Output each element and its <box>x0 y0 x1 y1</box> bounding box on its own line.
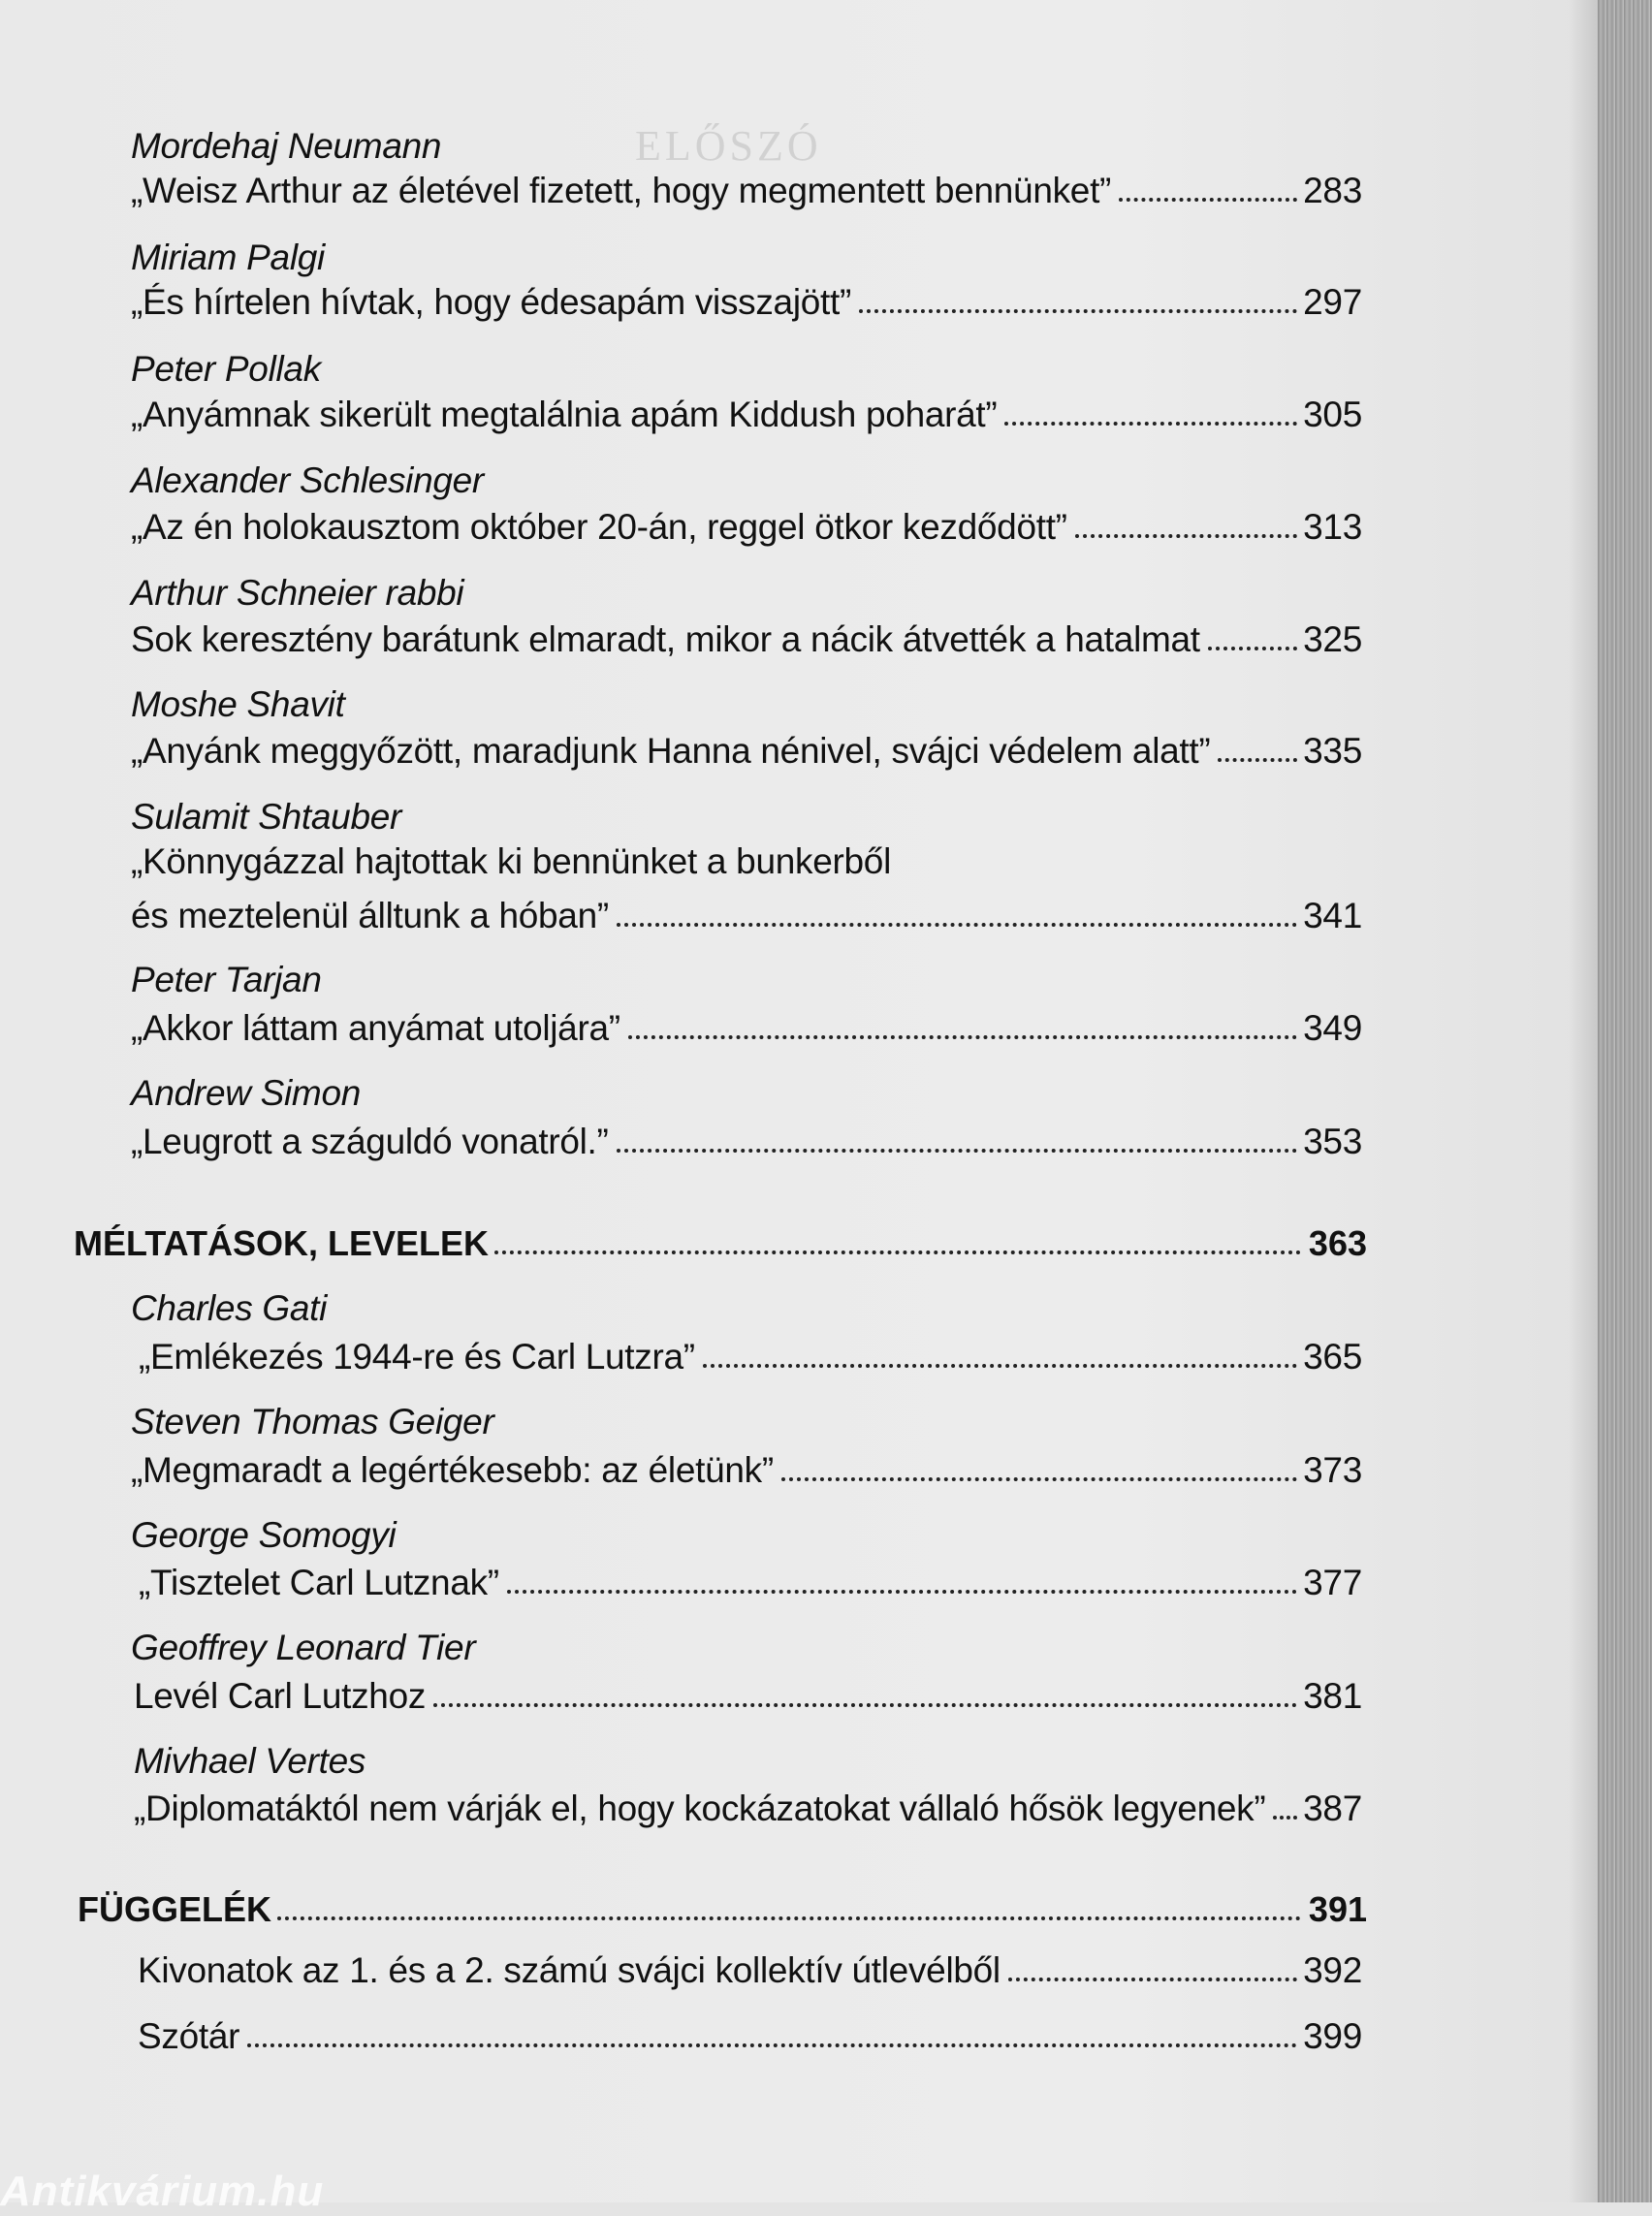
leader-dots <box>1273 1816 1297 1820</box>
toc-entry[interactable] <box>139 1333 1362 1377</box>
toc-entry-title: „Diplomatáktól nem várják el, hogy kockázatokat vállaló hősök legyenek” <box>134 1789 1266 1828</box>
toc-entry-title: „Weisz Arthur az életével fizetett, hogy megmentett bennünket” <box>131 171 1112 210</box>
leader-dots <box>617 1149 1298 1153</box>
leader-dots <box>859 309 1297 313</box>
toc-entry[interactable] <box>139 1559 1362 1603</box>
toc-page-number: 313 <box>1303 507 1362 547</box>
toc-entry-title-line1[interactable]: „Könnygázzal hajtottak ki bennünket a bunkerből <box>131 841 891 881</box>
leader-dots <box>781 1477 1297 1481</box>
toc-entry-title: „Anyámnak sikerült megtalálnia apám Kiddush poharát” <box>131 395 998 434</box>
toc-page-number: 349 <box>1303 1008 1362 1048</box>
leader-dots <box>1008 1978 1297 1981</box>
toc-entry-title: „Emlékezés 1944-re és Carl Lutzra” <box>139 1337 695 1377</box>
toc-entry[interactable] <box>131 503 1362 548</box>
toc-entry[interactable] <box>131 167 1362 211</box>
toc-entry-title: és meztelenül álltunk a hóban” <box>131 896 609 935</box>
leader-dots <box>1075 534 1297 538</box>
toc-page-number: 392 <box>1303 1950 1362 1990</box>
toc-section-meltatasok[interactable] <box>74 1219 1367 1264</box>
leader-dots <box>507 1590 1297 1594</box>
toc-page-number: 365 <box>1303 1337 1362 1377</box>
toc-author: Arthur Schneier rabbi <box>131 573 464 613</box>
toc-page-number: 305 <box>1303 395 1362 434</box>
toc-section-label: MÉLTATÁSOK, LEVELEK <box>74 1223 489 1263</box>
toc-entry-title: „Leugrott a száguldó vonatról.” <box>131 1122 609 1161</box>
toc-entry-title: „Akkor láttam anyámat utoljára” <box>131 1008 620 1048</box>
toc-author: Peter Tarjan <box>131 960 322 999</box>
toc-entry[interactable] <box>131 727 1362 772</box>
leader-dots <box>277 1916 1301 1920</box>
toc-entry-title: „Tisztelet Carl Lutznak” <box>139 1563 499 1602</box>
toc-author: Steven Thomas Geiger <box>131 1402 494 1441</box>
toc-entry[interactable] <box>131 1004 1362 1049</box>
toc-section-page: 363 <box>1308 1223 1367 1263</box>
toc-author: Geoffrey Leonard Tier <box>131 1628 476 1667</box>
toc-entry[interactable] <box>138 2012 1362 2057</box>
toc-section-page: 391 <box>1308 1889 1367 1929</box>
toc-author: Mivhael Vertes <box>134 1741 366 1781</box>
toc-author: George Somogyi <box>131 1515 397 1555</box>
show-through-heading: ELŐSZÓ <box>635 122 822 170</box>
leader-dots <box>433 1703 1297 1707</box>
toc-section-fuggelek[interactable] <box>78 1885 1367 1930</box>
toc-entry-title: „Megmaradt a legértékesebb: az életünk” <box>131 1450 774 1490</box>
toc-author: Alexander Schlesinger <box>131 460 484 500</box>
leader-dots <box>1119 198 1297 202</box>
toc-author: Peter Pollak <box>131 349 321 389</box>
leader-dots <box>247 2043 1297 2047</box>
site-watermark: Antikvárium.hu <box>0 2168 325 2215</box>
toc-page-number: 341 <box>1303 896 1362 935</box>
leader-dots <box>703 1364 1297 1368</box>
toc-entry[interactable] <box>131 1446 1362 1491</box>
toc-author: Moshe Shavit <box>131 684 345 724</box>
toc-entry-title: Sok keresztény barátunk elmaradt, mikor a nácik átvették a hatalmat <box>131 619 1200 659</box>
toc-page-number: 353 <box>1303 1122 1362 1161</box>
toc-entry[interactable] <box>134 1785 1362 1829</box>
toc-section-label: FÜGGELÉK <box>78 1889 272 1929</box>
leader-dots <box>494 1250 1301 1254</box>
toc-author: Miriam Palgi <box>131 237 325 277</box>
toc-entry-title: Szótár <box>138 2016 240 2056</box>
toc-page-number: 335 <box>1303 731 1362 771</box>
toc-entry[interactable] <box>134 1672 1362 1717</box>
toc-entry[interactable] <box>131 892 1362 936</box>
toc-page-number: 387 <box>1303 1789 1362 1828</box>
toc-entry-title: Kivonatok az 1. és a 2. számú svájci kollektív útlevélből <box>138 1950 1001 1990</box>
toc-entry[interactable] <box>131 616 1362 660</box>
leader-dots <box>628 1035 1297 1039</box>
toc-author: Charles Gati <box>131 1288 328 1328</box>
toc-author: Andrew Simon <box>131 1073 362 1113</box>
toc-page-number: 325 <box>1303 619 1362 659</box>
toc-page-number: 377 <box>1303 1563 1362 1602</box>
toc-entry[interactable] <box>131 278 1362 323</box>
toc-entry-title: Levél Carl Lutzhoz <box>134 1676 427 1716</box>
toc-entry-title: „Az én holokausztom október 20-án, reggel ötkor kezdődött” <box>131 507 1067 547</box>
toc-entry[interactable] <box>131 391 1362 435</box>
toc-author: Mordehaj Neumann <box>131 126 442 166</box>
leader-dots <box>1208 647 1297 650</box>
toc-entry[interactable] <box>138 1947 1362 1991</box>
leader-dots <box>1218 758 1297 762</box>
toc-author: Sulamit Shtauber <box>131 797 402 837</box>
toc-page-number: 283 <box>1303 171 1362 210</box>
leader-dots <box>1004 422 1297 426</box>
toc-page-number: 373 <box>1303 1450 1362 1490</box>
toc-page-number: 399 <box>1303 2016 1362 2056</box>
toc-entry-title: „És hírtelen hívtak, hogy édesapám visszajött” <box>131 282 852 322</box>
toc-entry-title: „Anyánk meggyőzött, maradjunk Hanna nénivel, svájci védelem alatt” <box>131 731 1211 771</box>
page-edge-stack <box>1598 0 1652 2202</box>
toc-page-number: 381 <box>1303 1676 1362 1716</box>
leader-dots <box>617 923 1297 927</box>
toc-page-number: 297 <box>1303 282 1362 322</box>
toc-entry[interactable] <box>131 1118 1362 1162</box>
